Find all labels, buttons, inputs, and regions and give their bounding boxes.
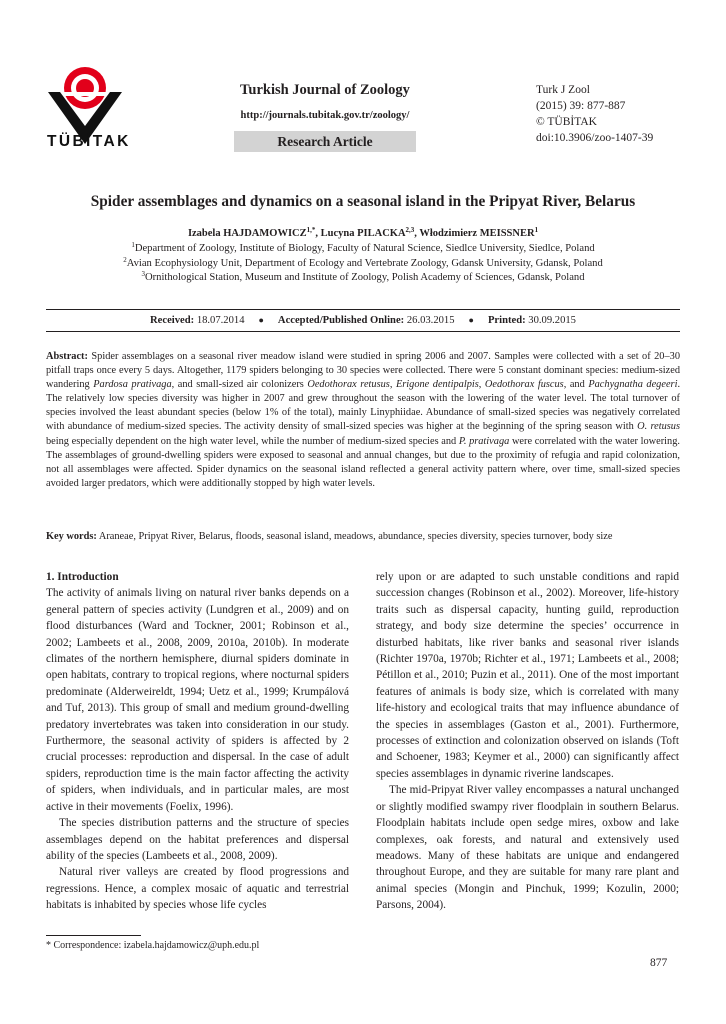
journal-url[interactable]: http://journals.tubitak.gov.tr/zoology/	[240, 110, 410, 121]
paragraph: rely upon or are adapted to such unstable conditions and rapid succession changes (Robinson et al., 2002). Moreover, life-history traits such as dispersal capacity, hunting guild, reproduction strategy, and body size determine the species’ occurrence in disturbed habitats, like river banks and seasonal river islands (Richter 1970a, 1970b; Richter et al., 1971; Lambeets et al., 2008; Pétillon et al., 2010; Puzin et al., 2011). One of the most important features of animals is body size, which is correlated with many life-history and ecological traits that may influence abundance of the species in assemblages (Gaston et al., 2001). Furthermore, processes of extinction and colonization observed on islands (Toft and Schoener, 1983; Keymer et al., 2000) can significantly affect species assemblages in dynamic riverine landscapes.	[376, 571, 679, 780]
affiliation-2: $^2$Avian Ecophysiology Unit, Department of Ecology and Vertebrate Zoology, Gdansk University, Gdansk, Poland	[123, 255, 603, 269]
correspondence-footnote: * Correspondence: izabela.hajdamowicz@uph.edu.pl	[46, 940, 260, 951]
author-name: , Lucyna PILACKA	[315, 228, 406, 239]
body-column-right	[376, 569, 679, 914]
paragraph: The mid-Pripyat River valley encompasses a natural unchanged or slightly modified swampy river floodplain in southern Belarus. Floodplain habitats include open sedge mires, oxbow and lake complexes, oak forests, and natural and extensively used meadows. Many of these habitats are unique and endangered throughout Europe, and they are suitable for many rare plant and animal species (Mongin and Pinchuk, 1999; Kozulin, 2000; Parsons, 2004).	[376, 784, 679, 912]
received-date: 18.07.2014	[196, 315, 245, 326]
section-heading: 1. Introduction	[46, 571, 119, 583]
page-number: 877	[650, 957, 668, 969]
citation-block	[536, 82, 653, 146]
abstract-label: Abstract:	[46, 351, 88, 362]
article-type-label: Research Article	[234, 131, 416, 152]
printed-date: 30.09.2015	[528, 315, 576, 326]
journal-title: Turkish Journal of Zoology	[240, 82, 410, 98]
author-name: , Włodzimierz MEISSNER	[414, 228, 535, 239]
affiliation-1: $^1$Department of Zoology, Institute of Biology, Faculty of Natural Science, Siedlce University, Siedlce, Poland	[131, 241, 595, 254]
citation-volume: (2015) 39: 877-887	[536, 100, 626, 112]
paragraph: Natural river valleys are created by flood progressions and regressions. Hence, a complex mosaic of aquatic and terrestrial habitats is inhabited by species whose life cycles	[46, 866, 349, 912]
paragraph: The activity of animals living on natural river banks depends on a general pattern of species activity (Lundgren et al., 2009) and on flood disturbances (Ward and Tockner, 2001; Robinson et al., 2002; Lambeets et al., 2008, 2009, 2010a, 2010b). In moderate climates of the northern hemisphere, diurnal spiders dominate in open habitats, contrary to tropical regions, where nocturnal spiders predominate (Alderweireldt, 1994; Uetz et al., 1999; Krumpálová and Tuf, 2013). This group of small and medium ground-dwelling predatory invertebrates was taken into consideration in our study. Furthermore, the seasonal activity of spiders is affected by 2 crucial processes: reproduction and dispersal. In the case of adult spiders, reproduction time is the main factor affecting the activity of spiders, when individuals, and in particular males, are most active in their movements (Foelix, 1996).	[46, 587, 349, 813]
accepted-date: 26.03.2015	[406, 315, 455, 326]
abstract: Abstract: Spider assemblages on a seasonal river meadow island were studied in spring 2006 and 2007. Samples were collected with a set of 20–30 pitfall traps once every 5 days. Altogether, 1179 spiders belonging to 30 species were collected. There were 5 constant dominant species: medium-sized wandering Pardosa prativaga, and small-sized air colonizers Oedothorax retusus, Erigone dentipalpis, Oedothorax fuscus, and Pachygnatha degeeri. The relatively low species diversity was higher in 2007 and grew throughout the season with the lowering of the water level. The total turnover of species involved the least abundant species (below 1% of the total), mainly Linyphiidae. Abundance of small-sized species was negatively correlated with abundance of medium-sized species. The activity density of small-sized species was higher at the beginning of the spring season with O. retusus being especially dependent on the high water level, while the number of medium-sized species and P. prativaga were correlated with the water lowering. The assemblages of ground-dwelling spiders were exposed to seasonal and annual changes, but due to the proximity of refugia and rapid colonization, not all assemblages were affected. Spider dynamics on the seasonal island reflected a general activity pattern where, over time, small-sized species avoided larger predators, which were additionally stopped by high water levels.	[46, 351, 681, 489]
divider-bottom	[46, 331, 680, 332]
divider-top	[46, 309, 680, 310]
citation-copyright: © TÜBİTAK	[536, 116, 597, 128]
dates-line: Received: 18.07.2014 ● Accepted/Published Online: 26.03.2015 ● Printed: 30.09.2015	[150, 315, 576, 326]
author-name: Izabela HAJDAMOWICZ	[187, 228, 307, 239]
article-title: Spider assemblages and dynamics on a seasonal island in the Pripyat River, Belarus	[90, 193, 636, 210]
citation-doi[interactable]: doi:10.3906/zoo-1407-39	[536, 132, 654, 144]
logo-wordmark: TÜBİTAK	[47, 133, 131, 150]
paragraph: The species distribution patterns and the structure of species assemblages depend on the habitat preferences and dispersal ability of the species (Lambeets et al., 2008, 2009).	[46, 817, 349, 862]
citation-journal: Turk J Zool	[536, 84, 590, 96]
keywords-label: Key words:	[46, 531, 97, 542]
affiliations	[20, 242, 706, 286]
body-column-left	[46, 569, 349, 914]
author-list: Izabela $HAJDAMOWICZ^{1,*}$, Lucyna PILACKA$^{2,3}$, Włodzimierz MEISSNER$^1$	[187, 226, 539, 239]
affiliation-3: $^3$Ornithological Station, Museum and Institute of Zoology, Polish Academy of Sciences, Gdansk, Poland	[141, 270, 585, 283]
keywords: Key words: Araneae, Pripyat River, Belarus, floods, seasonal island, meadows, abundance, species diversity, species turnover, body size	[46, 531, 613, 542]
footnote-rule	[46, 935, 141, 936]
